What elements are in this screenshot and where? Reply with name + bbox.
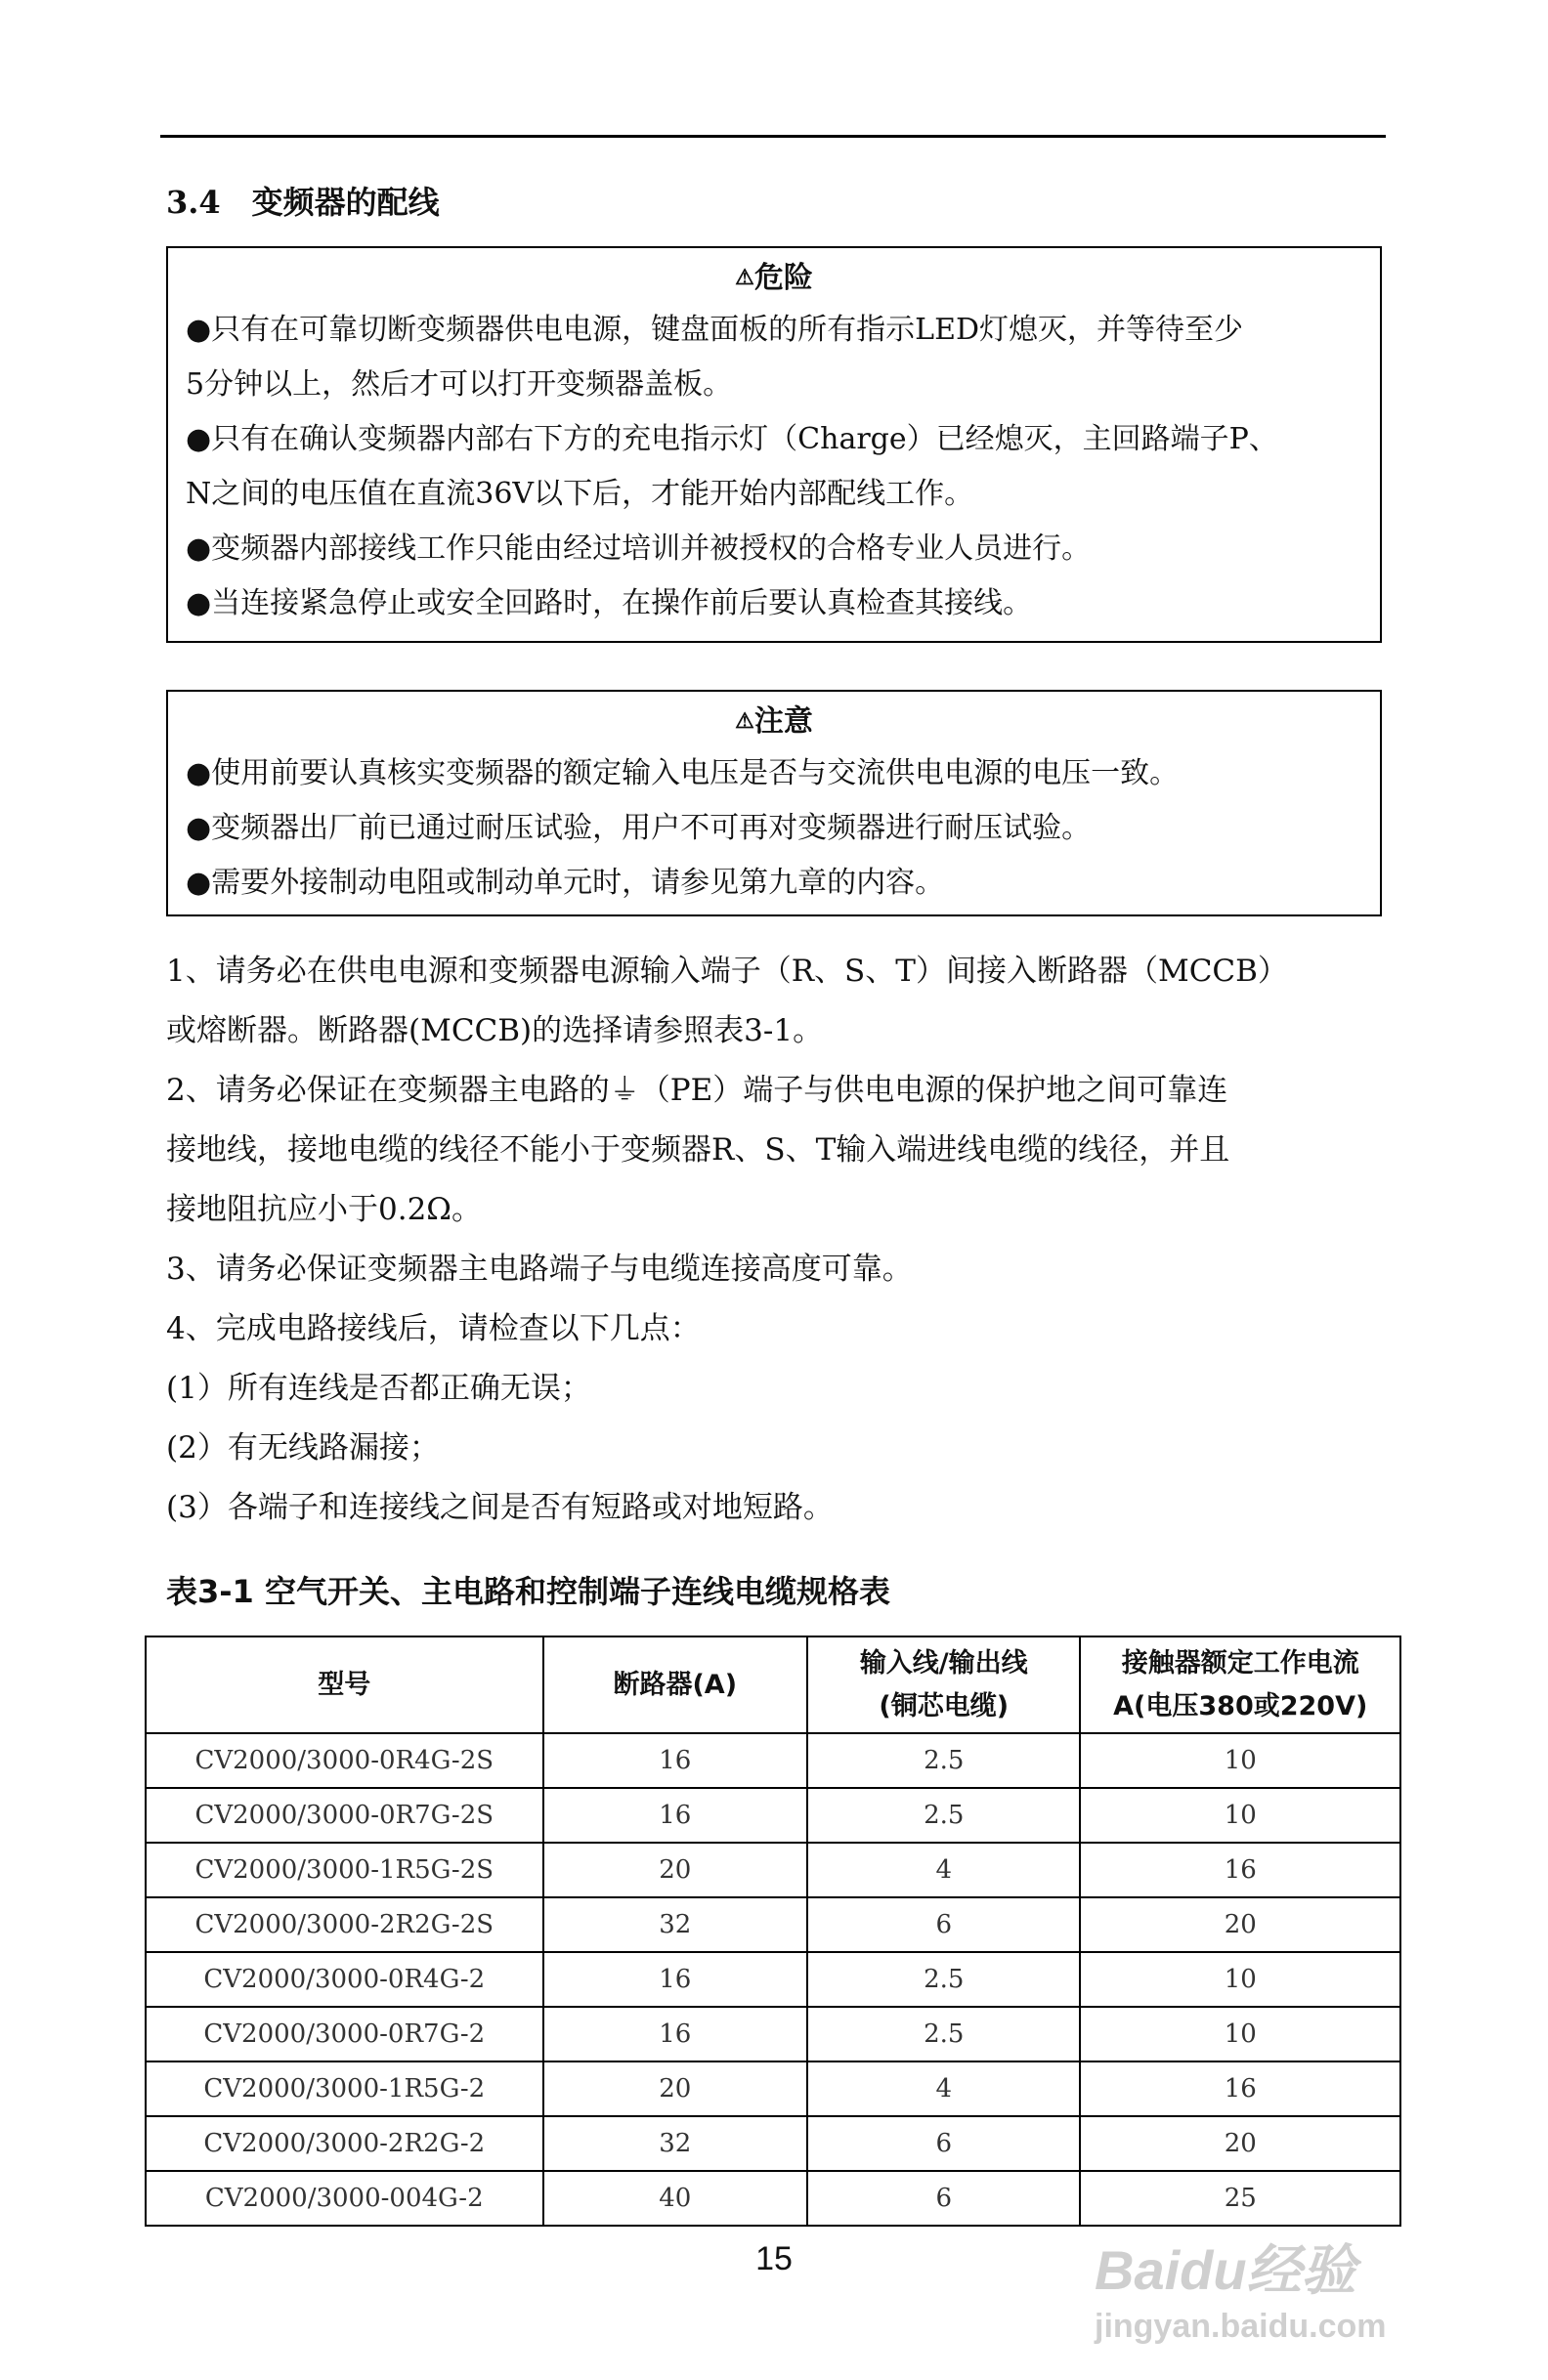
cable-spec-table	[145, 1636, 1401, 2227]
cell-model: CV2000/3000-0R7G-2S	[146, 1788, 543, 1843]
instruction-line: (1）所有连线是否都正确无误；	[166, 1371, 591, 1406]
danger-box	[166, 246, 1382, 643]
cell-contactor: 10	[1080, 2007, 1400, 2061]
cell-cable: 6	[807, 2171, 1080, 2226]
caution-box	[166, 690, 1382, 916]
header-contactor-line2: A(电压380或220V)	[1113, 1690, 1368, 1721]
cell-breaker: 16	[543, 1733, 808, 1788]
cell-contactor: 16	[1080, 2061, 1400, 2116]
cell-cable: 6	[807, 2116, 1080, 2171]
header-cable	[807, 1636, 1080, 1733]
instruction-line: 3、请务必保证变频器主电路端子与电缆连接高度可靠。	[166, 1252, 913, 1287]
cell-contactor: 25	[1080, 2171, 1400, 2226]
warning-triangle-icon: ⚠	[735, 708, 754, 734]
danger-line: 5分钟以上，然后才可以打开变频器盖板。	[186, 367, 733, 402]
cell-cable: 4	[807, 2061, 1080, 2116]
table-title: 表3-1 空气开关、主电路和控制端子连线电缆规格表	[166, 1573, 890, 1610]
caution-line: ●使用前要认真核实变频器的额定输入电压是否与交流供电电源的电压一致。	[186, 756, 1180, 790]
cell-contactor: 10	[1080, 1788, 1400, 1843]
instruction-line: 2、请务必保证在变频器主电路的⏚（PE）端子与供电电源的保护地之间可靠连	[166, 1073, 1228, 1108]
warning-triangle-icon: ⚠	[735, 265, 754, 290]
header-cable-line2: (铜芯电缆)	[879, 1690, 1010, 1721]
instruction-line: 1、请务必在供电电源和变频器电源输入端子（R、S、T）间接入断路器（MCCB）	[166, 954, 1288, 989]
cell-cable: 2.5	[807, 1788, 1080, 1843]
cell-contactor: 20	[1080, 1897, 1400, 1952]
caution-title	[186, 692, 1362, 746]
header-model: 型号	[146, 1636, 543, 1733]
page-number: 15	[755, 2240, 793, 2277]
header-contactor	[1080, 1636, 1400, 1733]
watermark	[1095, 2239, 1386, 2347]
table-header-row	[146, 1636, 1400, 1733]
header-cable-line1: 输入线/输出线	[859, 1647, 1028, 1679]
instruction-line: 接地线，接地电缆的线径不能小于变频器R、S、T输入端进线电缆的线径，并且	[166, 1132, 1230, 1168]
danger-title-text: 危险	[753, 261, 813, 295]
cell-model: CV2000/3000-1R5G-2S	[146, 1843, 543, 1897]
table-row	[146, 2116, 1400, 2171]
danger-line: N之间的电压值在直流36V以下后，才能开始内部配线工作。	[186, 477, 974, 511]
table-row	[146, 2061, 1400, 2116]
caution-line: ●变频器出厂前已通过耐压试验，用户不可再对变频器进行耐压试验。	[186, 811, 1092, 845]
cell-breaker: 40	[543, 2171, 808, 2226]
cell-model: CV2000/3000-0R4G-2	[146, 1952, 543, 2007]
instruction-line: (3）各端子和连接线之间是否有短路或对地短路。	[166, 1490, 834, 1525]
cell-contactor: 10	[1080, 1952, 1400, 2007]
header-rule	[160, 135, 1386, 138]
cell-breaker: 20	[543, 1843, 808, 1897]
danger-line: ●只有在确认变频器内部右下方的充电指示灯（Charge）已经熄灭，主回路端子P、	[186, 422, 1278, 456]
table-row	[146, 1788, 1400, 1843]
cell-model: CV2000/3000-004G-2	[146, 2171, 543, 2226]
cell-breaker: 16	[543, 1952, 808, 2007]
cell-breaker: 32	[543, 2116, 808, 2171]
cell-cable: 6	[807, 1897, 1080, 1952]
table-row	[146, 1952, 1400, 2007]
cell-model: CV2000/3000-0R4G-2S	[146, 1733, 543, 1788]
caution-title-text: 注意	[753, 704, 813, 739]
watermark-url: jingyan.baidu.com	[1095, 2308, 1387, 2345]
watermark-logo: Baidu经验	[1095, 2239, 1356, 2301]
cell-cable: 2.5	[807, 2007, 1080, 2061]
danger-line: ●变频器内部接线工作只能由经过培训并被授权的合格专业人员进行。	[186, 531, 1092, 566]
header-breaker: 断路器(A)	[543, 1636, 808, 1733]
table-row	[146, 1897, 1400, 1952]
instruction-line: 接地阻抗应小于0.2Ω。	[166, 1192, 483, 1227]
table-row	[146, 1843, 1400, 1897]
caution-line: ●需要外接制动电阻或制动单元时，请参见第九章的内容。	[186, 866, 945, 900]
cell-breaker: 32	[543, 1897, 808, 1952]
cell-model: CV2000/3000-2R2G-2S	[146, 1897, 543, 1952]
table-row	[146, 1733, 1400, 1788]
header-contactor-line1: 接触器额定工作电流	[1121, 1647, 1359, 1679]
instruction-line: 或熔断器。断路器(MCCB)的选择请参照表3-1。	[166, 1013, 824, 1048]
cell-breaker: 16	[543, 2007, 808, 2061]
section-heading: 3.4 变频器的配线	[166, 184, 440, 221]
cell-cable: 2.5	[807, 1952, 1080, 2007]
instruction-line: (2）有无线路漏接；	[166, 1430, 440, 1466]
cell-breaker: 20	[543, 2061, 808, 2116]
instructions	[166, 942, 1388, 1538]
cell-contactor: 16	[1080, 1843, 1400, 1897]
table-row	[146, 2007, 1400, 2061]
instruction-line: 4、完成电路接线后，请检查以下几点：	[166, 1311, 701, 1346]
danger-title	[186, 248, 1362, 303]
cell-cable: 4	[807, 1843, 1080, 1897]
cell-contactor: 20	[1080, 2116, 1400, 2171]
cell-breaker: 16	[543, 1788, 808, 1843]
table-row	[146, 2171, 1400, 2226]
cell-model: CV2000/3000-1R5G-2	[146, 2061, 543, 2116]
danger-line: ●只有在可靠切断变频器供电电源，键盘面板的所有指示LED灯熄灭，并等待至少	[186, 313, 1244, 347]
cell-contactor: 10	[1080, 1733, 1400, 1788]
cell-cable: 2.5	[807, 1733, 1080, 1788]
cell-model: CV2000/3000-2R2G-2	[146, 2116, 543, 2171]
danger-line: ●当连接紧急停止或安全回路时，在操作前后要认真检查其接线。	[186, 586, 1033, 620]
cell-model: CV2000/3000-0R7G-2	[146, 2007, 543, 2061]
